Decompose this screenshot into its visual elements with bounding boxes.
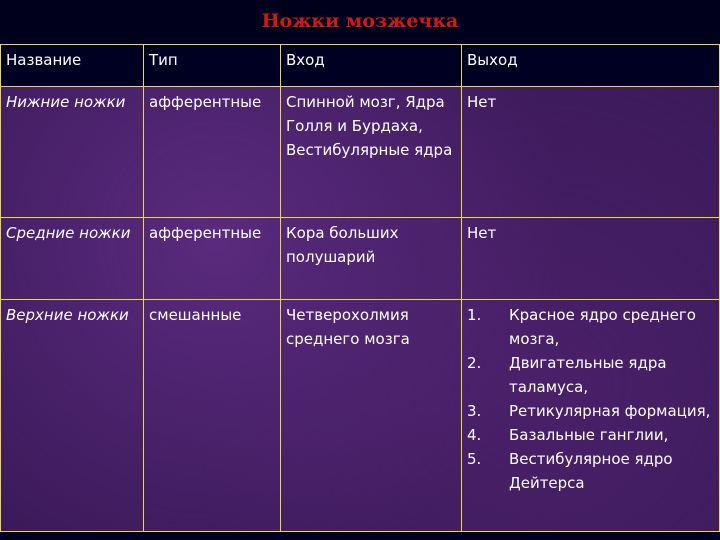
- header-name: Название: [1, 45, 144, 87]
- table-header-row: [1, 45, 720, 87]
- table-row: [1, 87, 720, 218]
- cell-output: Нет: [462, 87, 720, 218]
- list-text: Вестибулярное ядро Дейтерса: [509, 450, 673, 492]
- list-text: Базальные ганглии,: [509, 426, 669, 444]
- cell-name: Верхние ножки: [1, 300, 144, 532]
- cell-type: смешанные: [144, 300, 281, 532]
- list-number: 1.: [467, 306, 482, 324]
- list-number: 3.: [467, 402, 482, 420]
- cell-type: афферентные: [144, 218, 281, 300]
- list-text: Двигательные ядра таламуса,: [509, 354, 667, 396]
- header-type: Тип: [144, 45, 281, 87]
- cell-output: Нет: [462, 218, 720, 300]
- list-item: [467, 447, 714, 495]
- peduncles-table: [0, 44, 720, 532]
- header-output: Выход: [462, 45, 720, 87]
- table-row: [1, 300, 720, 532]
- list-item: [467, 351, 714, 399]
- table-row: [1, 218, 720, 300]
- cell-input: Четверохолмия среднего мозга: [281, 300, 462, 532]
- header-input: Вход: [281, 45, 462, 87]
- list-item: [467, 303, 714, 351]
- cell-input: Спинной мозг, Ядра Голля и Бурдаха, Вестибулярные ядра: [281, 87, 462, 218]
- cell-output: [462, 300, 720, 532]
- list-item: [467, 399, 714, 423]
- list-text: Красное ядро среднего мозга,: [509, 306, 696, 348]
- cell-name: Нижние ножки: [1, 87, 144, 218]
- cell-name: Средние ножки: [1, 218, 144, 300]
- list-text: Ретикулярная формация,: [509, 402, 711, 420]
- slide-title: Ножки мозжечка: [261, 10, 459, 32]
- list-item: [467, 423, 714, 447]
- list-number: 2.: [467, 354, 482, 372]
- cell-input: Кора больших полушарий: [281, 218, 462, 300]
- cell-type: афферентные: [144, 87, 281, 218]
- list-number: 4.: [467, 426, 482, 444]
- output-list: [467, 303, 714, 495]
- list-number: 5.: [467, 450, 482, 468]
